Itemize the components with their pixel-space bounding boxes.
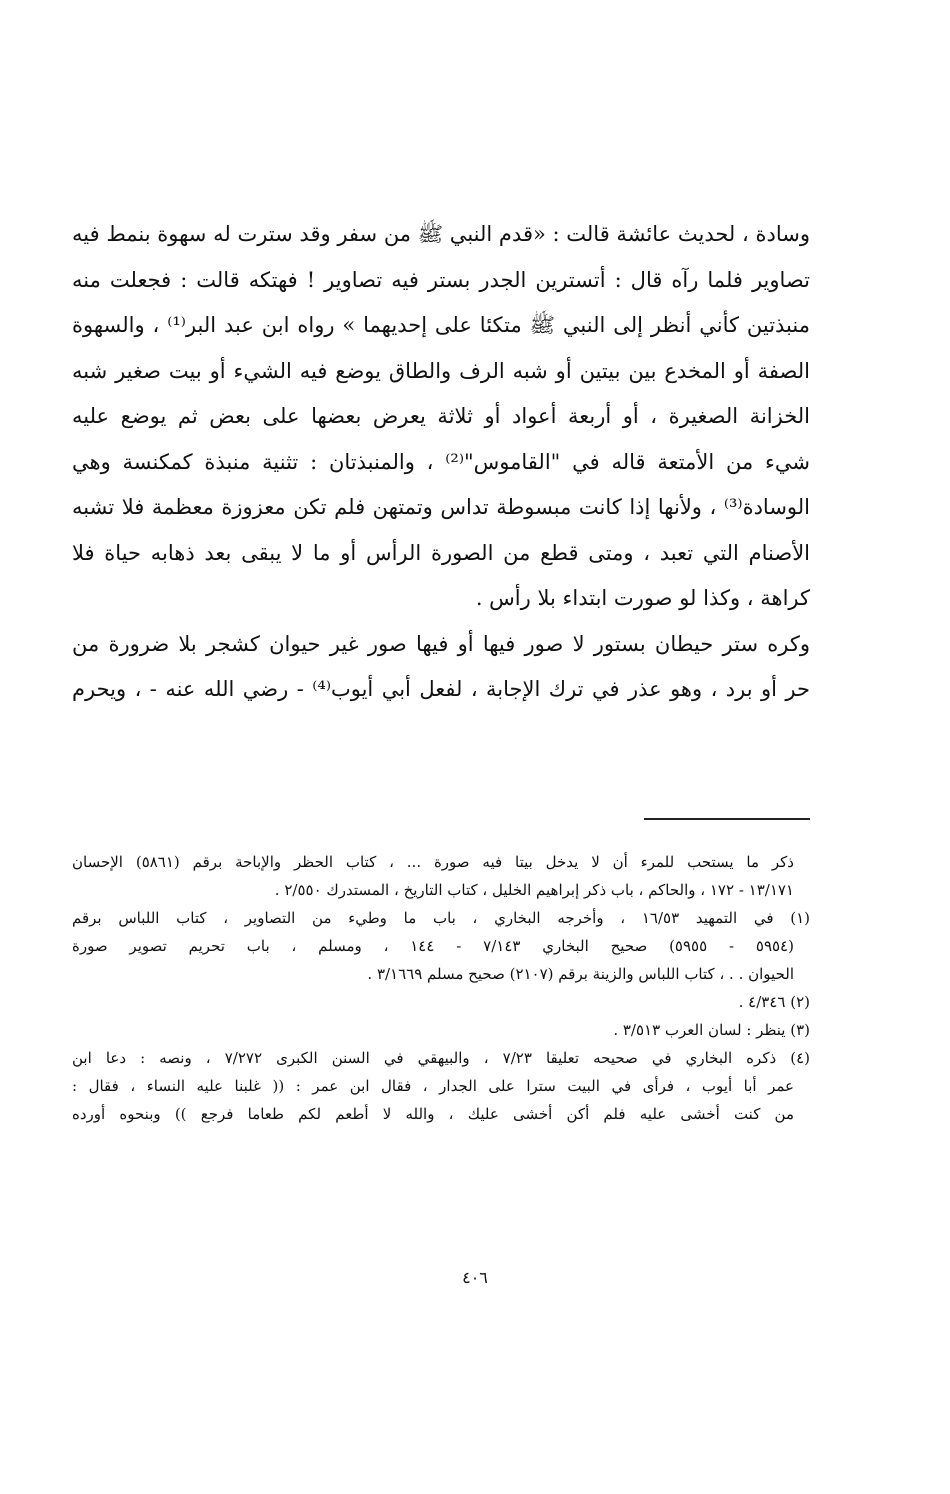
footnotes-block	[72, 848, 810, 1128]
main-text-line: الوسادة⁽³⁾ ، ولأنها إذا كانت مبسوطة تداس وتمتهن فلم تكن معزوزة معظمة فلا تشبه	[72, 495, 810, 519]
footnote-separator	[644, 818, 810, 820]
main-text-line: الخزانة الصغيرة ، أو أربعة أعواد أو ثلاثة يعرض بعضها على بعض ثم يوضع عليه	[72, 404, 810, 428]
footnote-2: (٢) ٤/٣٤٦ .	[738, 993, 810, 1011]
footnote-4-line: (٤) ذكره البخاري في صحيحه تعليقا ٧/٢٣ ، والبيهقي في السنن الكبرى ٧/٢٧٢ ، ونصه : دعا ابن	[72, 1049, 810, 1067]
main-text-line: الصفة أو المخدع بين بيتين أو شبه الرف والطاق يوضع فيه الشيء أو بيت صغير شبه	[72, 358, 810, 383]
footnote-3: (٣) ينظر : لسان العرب ٣/٥١٣ .	[613, 1021, 810, 1039]
footnote-continuation-line: ١٣/١٧١ - ١٧٢ ، والحاكم ، باب ذكر إبراهيم الخليل ، كتاب التاريخ ، المستدرك ٢/٥٥٠ .	[274, 881, 794, 899]
footnote-4-line: من كنت أخشى عليه فلم أكن أخشى عليك ، والله لا أطعم لكم طعاما فرجع )) وبنحوه أورده	[72, 1105, 794, 1123]
main-text-line: شيء من الأمتعة قاله في "القاموس"⁽²⁾ ، والمنبذتان : تثنية منبذة كمكنسة وهي	[72, 449, 810, 474]
main-text-line: الأصنام التي تعبد ، ومتى قطع من الصورة الرأس أو ما لا يبقى بعد ذهابه حياة فلا	[72, 540, 810, 565]
footnote-1-line: (١) في التمهيد ١٦/٥٣ ، وأخرجه البخاري ، باب ما وطيء من التصاوير ، كتاب اللباس برقم	[72, 909, 810, 927]
footnote-4-line: عمر أبا أيوب ، فرأى في البيت سترا على الجدار ، فقال ابن عمر : (( غلبنا عليه النساء ، فقال :	[72, 1077, 794, 1095]
footnote-1-line: (٥٩٥٤ - ٥٩٥٥) صحيح البخاري ٧/١٤٣ - ١٤٤ ، ومسلم ، باب تحريم تصوير صورة	[72, 937, 794, 955]
main-text-line: حر أو برد ، وهو عذر في ترك الإجابة ، لفعل أبي أيوب⁽⁴⁾ - رضي الله عنه - ، ويحرم	[72, 677, 810, 701]
page-number: ٤٠٦	[462, 1268, 488, 1287]
main-text-line: وكره ستر حيطان بستور لا صور فيها أو فيها صور غير حيوان كشجر بلا ضرورة من	[72, 631, 810, 656]
main-text-line: منبذتين كأني أنظر إلى النبي ﷺ متكئا على إحديهما » رواه ابن عبد البر⁽¹⁾ ، والسهوة	[72, 313, 810, 337]
footnote-continuation-line: ذكر ما يستحب للمرء أن لا يدخل بيتا فيه صورة ... ، كتاب الحظر والإباحة برقم (٥٨٦١) الإحسان	[72, 853, 794, 871]
main-text-line: وسادة ، لحديث عائشة قالت : «قدم النبي ﷺ من سفر وقد سترت له سهوة بنمط فيه	[72, 222, 810, 246]
main-text-line: كراهة ، وكذا لو صورت ابتداء بلا رأس .	[475, 586, 810, 610]
main-text-block	[72, 212, 810, 713]
main-text-line: تصاوير فلما رآه قال : أتسترين الجدر بستر فيه تصاوير ! فهتكه قالت : فجعلت منه	[72, 267, 810, 292]
footnote-1-line: الحيوان . . ، كتاب اللباس والزينة برقم (٢١٠٧) صحيح مسلم ٣/١٦٦٩ .	[367, 965, 794, 983]
